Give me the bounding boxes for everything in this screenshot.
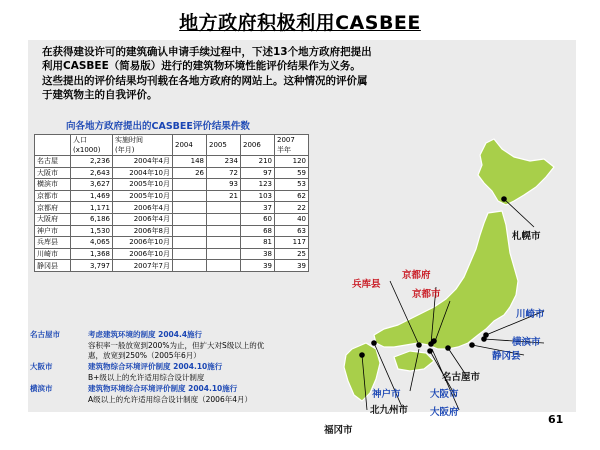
table-cell: 静冈县 [35, 260, 71, 272]
table-row [35, 248, 309, 260]
honshu-shape [374, 211, 518, 349]
table-cell [173, 225, 207, 237]
table-cell: 1,368 [71, 248, 113, 260]
table-cell: 103 [241, 190, 275, 202]
label-kyoto-city: 京都市 [412, 289, 441, 300]
city-marker [431, 338, 437, 344]
table-header-cell: 人口 (x1000) [71, 135, 113, 156]
label-nagoya: 名古屋市 [442, 372, 481, 383]
table-row [35, 167, 309, 179]
table-cell: 兵库县 [35, 237, 71, 249]
note-city: 横滨市 [30, 384, 53, 393]
table-row [35, 156, 309, 168]
table-cell: 2007年7月 [113, 260, 173, 272]
note-body: 惠，放宽到250%（2005年6月） [88, 351, 201, 360]
page-title: 地方政府积极利用CASBEE [179, 12, 421, 34]
label-sapporo: 札幌市 [512, 231, 541, 242]
table-cell: 39 [275, 260, 309, 272]
table-cell: 148 [173, 156, 207, 168]
city-marker [469, 342, 475, 348]
table-cell: 大阪府 [35, 213, 71, 225]
table-cell: 1,171 [71, 202, 113, 214]
table-cell: 25 [275, 248, 309, 260]
table-cell: 97 [241, 167, 275, 179]
note-heading: 考虑建筑环境的制度 2004.4施行 [88, 330, 203, 339]
label-kobe: 神户市 [372, 389, 401, 400]
city-marker [359, 352, 365, 358]
note-heading: 建筑物环境综合环境评价制度 2004.10施行 [88, 384, 238, 393]
table-row [35, 225, 309, 237]
label-fukuoka: 福冈市 [324, 425, 353, 436]
results-table [34, 134, 309, 272]
label-kitakyushu: 北九州市 [370, 405, 409, 416]
table-row [35, 179, 309, 191]
label-hyogo: 兵库县 [352, 279, 381, 290]
table-cell: 2006年10月 [113, 248, 173, 260]
note-body: B+级以上的允许适用综合设计制度 [88, 373, 205, 382]
table-cell: 120 [275, 156, 309, 168]
label-shizuoka: 静冈县 [492, 351, 521, 362]
table-cell: 39 [241, 260, 275, 272]
table-cell: 2006年4月 [113, 213, 173, 225]
table-cell [173, 190, 207, 202]
note-city: 大阪市 [30, 362, 53, 371]
table-cell: 123 [241, 179, 275, 191]
table-cell: 63 [275, 225, 309, 237]
table-cell: 234 [207, 156, 241, 168]
table-header-cell: 实施时间 (年月) [113, 135, 173, 156]
table-cell: 38 [241, 248, 275, 260]
page-number: 61 [548, 413, 564, 426]
table-cell: 210 [241, 156, 275, 168]
intro-line: 利用CASBEE（简易版）进行的建筑物环境性能评价结果作为义务。 [42, 60, 361, 73]
table-cell: 60 [241, 213, 275, 225]
table-cell [173, 179, 207, 191]
table-cell: 81 [241, 237, 275, 249]
table-cell [173, 213, 207, 225]
table-cell: 22 [275, 202, 309, 214]
table-cell: 2005年10月 [113, 179, 173, 191]
table-cell: 62 [275, 190, 309, 202]
table-cell: 2006年4月 [113, 202, 173, 214]
table-cell: 21 [207, 190, 241, 202]
shikoku-shape [394, 351, 434, 371]
table-cell: 京都府 [35, 202, 71, 214]
table-cell: 大阪市 [35, 167, 71, 179]
table-cell: 6,186 [71, 213, 113, 225]
city-marker [445, 345, 451, 351]
table-cell: 117 [275, 237, 309, 249]
table-title: 向各地方政府提出的CASBEE评价结果件数 [66, 121, 250, 132]
note-body: A级以上的允许适用综合设计制度（2006年4月） [88, 395, 252, 404]
table-cell: 2004年10月 [113, 167, 173, 179]
table-header-cell: 2006 [241, 135, 275, 156]
table-cell: 40 [275, 213, 309, 225]
table-cell [173, 237, 207, 249]
table-cell: 53 [275, 179, 309, 191]
table-cell: 2,236 [71, 156, 113, 168]
table-row [35, 202, 309, 214]
note-heading: 建筑物综合环境评价制度 2004.10施行 [88, 362, 223, 371]
table-cell: 川崎市 [35, 248, 71, 260]
table-cell: 2005年10月 [113, 190, 173, 202]
table-row [35, 190, 309, 202]
table-cell [207, 202, 241, 214]
table-cell: 1,530 [71, 225, 113, 237]
table-cell [207, 213, 241, 225]
table-cell: 59 [275, 167, 309, 179]
intro-line: 于建筑物主的自我评价。 [42, 89, 158, 102]
city-marker [371, 340, 377, 346]
table-cell [207, 260, 241, 272]
table-row [35, 237, 309, 249]
leader-line [504, 199, 534, 227]
table-cell: 3,797 [71, 260, 113, 272]
label-yokohama: 横滨市 [512, 337, 541, 348]
table-cell: 2006年10月 [113, 237, 173, 249]
table-header-cell: 2007 半年 [275, 135, 309, 156]
intro-line: 这些提出的评价结果均刊载在各地方政府的网站上。这种情况的评价属 [42, 74, 368, 87]
table-cell: 京都市 [35, 190, 71, 202]
city-marker [427, 348, 433, 354]
table-cell [207, 225, 241, 237]
table-cell [207, 237, 241, 249]
content-panel [28, 40, 576, 436]
label-osaka-city: 大阪市 [430, 389, 459, 400]
table-cell [207, 248, 241, 260]
table-cell [173, 202, 207, 214]
table-cell: 93 [207, 179, 241, 191]
note-body: 容积率一般放宽到200%为止，但扩大对S级以上的优 [88, 341, 265, 350]
table-cell: 名古屋 [35, 156, 71, 168]
table-cell: 72 [207, 167, 241, 179]
table-cell [173, 248, 207, 260]
table-header-cell: 2004 [173, 135, 207, 156]
city-marker [501, 196, 507, 202]
table-cell: 2004年4月 [113, 156, 173, 168]
intro-text [42, 45, 442, 103]
table-cell: 68 [241, 225, 275, 237]
table-cell: 26 [173, 167, 207, 179]
table-cell: 2,643 [71, 167, 113, 179]
table-cell: 4,065 [71, 237, 113, 249]
table-header-cell: 2005 [207, 135, 241, 156]
table-cell: 3,627 [71, 179, 113, 191]
label-osaka-pref: 大阪府 [430, 407, 459, 418]
note-city: 名古屋市 [30, 330, 60, 339]
table-row [35, 213, 309, 225]
label-kawasaki: 川崎市 [516, 309, 545, 320]
table-cell: 横滨市 [35, 179, 71, 191]
table-cell [173, 260, 207, 272]
city-marker [481, 336, 487, 342]
table-cell: 神户市 [35, 225, 71, 237]
table-row [35, 260, 309, 272]
city-marker [416, 342, 422, 348]
hokkaido-shape [478, 139, 554, 205]
table-cell: 2006年8月 [113, 225, 173, 237]
intro-line: 在获得建设许可的建筑确认申请手续过程中，下述13个地方政府把提出 [42, 46, 372, 58]
label-kyoto-pref: 京都府 [402, 270, 431, 281]
table-cell: 37 [241, 202, 275, 214]
table-cell: 1,469 [71, 190, 113, 202]
table-header-cell [35, 135, 71, 156]
